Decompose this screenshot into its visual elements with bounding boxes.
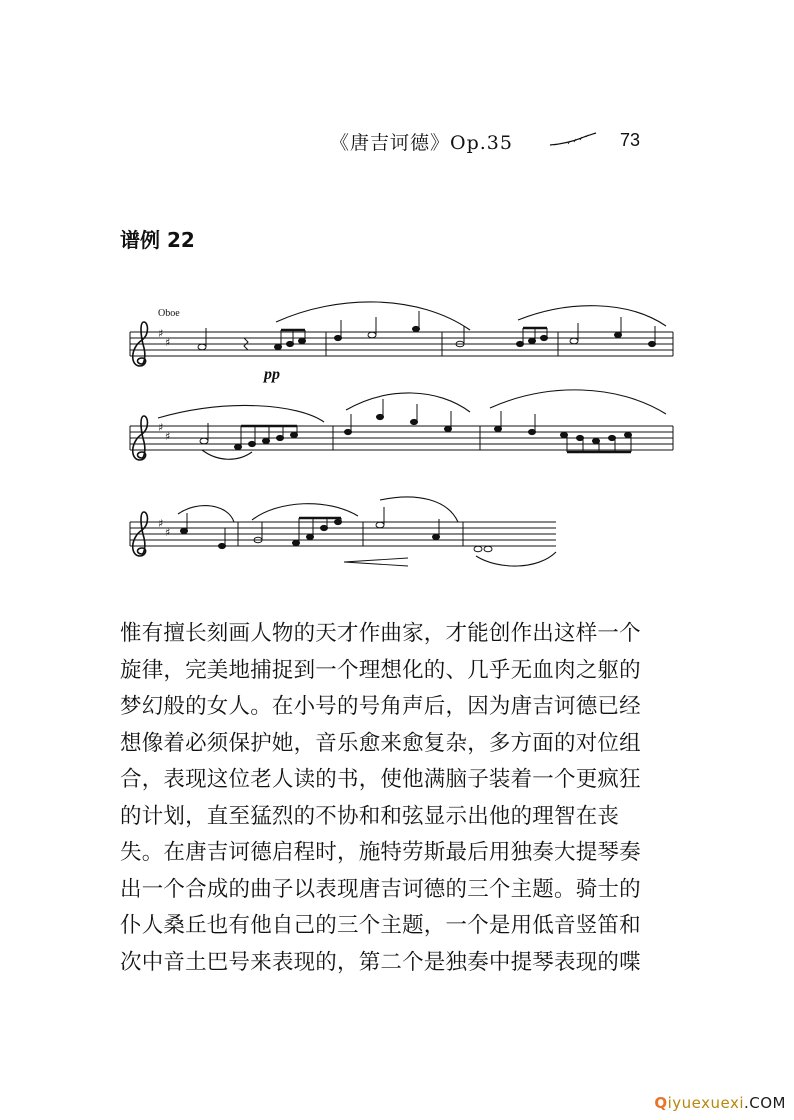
- body-line: 出一个合成的曲子以表现唐吉诃德的三个主题。骑士的: [120, 876, 641, 902]
- body-line: 的计划，直至猛烈的不协和和弦显示出他的理智在丧: [120, 803, 620, 829]
- slurs-system-3: [178, 497, 556, 566]
- ornament-flourish-icon: [548, 132, 598, 148]
- svg-text:♯: ♯: [165, 430, 171, 443]
- running-header: [330, 126, 660, 160]
- body-line: 惟有擅长刻画人物的天才作曲家，才能创作出这样一个: [120, 621, 641, 646]
- staff-system-1: [130, 332, 673, 356]
- body-line: 梦幻般的女人。在小号的号角声后，因为唐吉诃德已经: [120, 694, 641, 719]
- example-label: 谱例 22: [120, 228, 195, 252]
- staff-system-2: [130, 426, 673, 450]
- body-line: 想像着必须保护她，音乐愈来愈复杂，多方面的对位组: [120, 730, 641, 756]
- dynamic-mark: pp: [264, 366, 280, 383]
- body-line: 旋律，完美地捕捉到一个理想化的、几乎无血肉之躯的: [120, 657, 641, 683]
- body-line: 合，表现这位老人读的书，使他满脑子装着一个更疯狂: [120, 767, 641, 792]
- body-text: [120, 616, 686, 981]
- staff-system-3: [130, 522, 556, 546]
- watermark-part: Q: [654, 1094, 668, 1112]
- svg-text:♯: ♯: [165, 526, 171, 539]
- watermark-part: .COM: [744, 1094, 786, 1112]
- treble-clef-icons: [133, 322, 148, 556]
- page-number: 73: [620, 130, 641, 150]
- body-line: 仆人桑丘也有他自己的三个主题，一个是用低音竖笛和: [120, 913, 641, 938]
- svg-text:♯: ♯: [158, 517, 164, 530]
- notes-system-3: [181, 507, 493, 552]
- svg-text:♯: ♯: [158, 421, 164, 434]
- instrument-label: Oboe: [158, 308, 180, 319]
- svg-text:♯: ♯: [165, 336, 171, 349]
- body-line: 次中音土巴号来表现的，第二个是独奏中提琴表现的喋: [120, 949, 641, 975]
- running-title: 《唐吉诃德》Op.35: [330, 132, 513, 154]
- svg-text:♯: ♯: [158, 327, 164, 340]
- slurs-system-1: [276, 302, 666, 330]
- watermark: [654, 1094, 786, 1112]
- watermark-part: iyuexuexi: [667, 1094, 744, 1112]
- key-signature-sharps: [158, 327, 170, 539]
- body-line: 失。在唐吉诃德启程时，施特劳斯最后用独奏大提琴奏: [120, 840, 641, 865]
- music-score: [118, 300, 683, 590]
